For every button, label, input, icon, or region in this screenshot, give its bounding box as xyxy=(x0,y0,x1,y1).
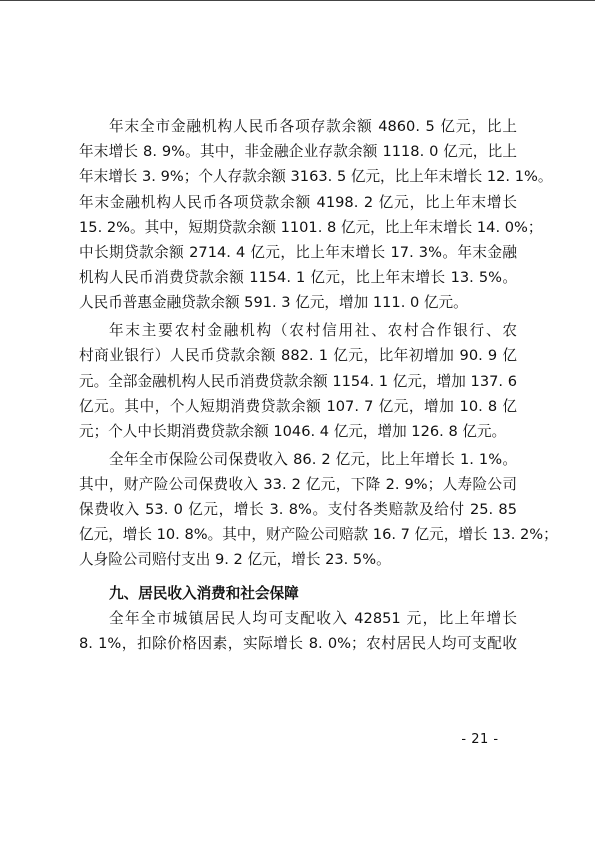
text-line: 元；个人中长期消费贷款余额 1046. 4 亿元，增加 126. 8 亿元。 xyxy=(79,422,507,440)
text-line: 年末金融机构人民币各项贷款余额 4198. 2 亿元，比上年末增长 xyxy=(79,193,517,211)
text-line: 全年全市城镇居民人均可支配收入 42851 元，比上年增长 xyxy=(109,609,517,627)
document-body xyxy=(79,114,558,656)
text-line: 年末增长 3. 9%；个人存款余额 3163. 5 亿元，比上年末增长 12. 1%。 xyxy=(79,168,553,186)
paragraph-rural-finance xyxy=(79,318,517,444)
paragraph-insurance xyxy=(79,447,558,573)
text-line: 8. 1%，扣除价格因素，实际增长 8. 0%；农村居民人均可支配收 xyxy=(79,635,517,653)
text-line: 年末全市金融机构人民币各项存款余额 4860. 5 亿元，比上 xyxy=(109,118,517,135)
paragraph-deposits-loans xyxy=(79,114,553,316)
paragraph-income xyxy=(79,606,517,656)
section-heading: 九、居民收入消费和社会保障 xyxy=(109,584,299,602)
text-line: 村商业银行）人民币贷款余额 882. 1 亿元，比年初增加 90. 9 亿 xyxy=(79,347,517,365)
text-line: 全年全市保险公司保费收入 86. 2 亿元，比上年增长 1. 1%。 xyxy=(109,450,517,468)
text-line: 人民币普惠金融贷款余额 591. 3 亿元，增加 111. 0 亿元。 xyxy=(79,294,468,312)
text-line: 亿元，增长 10. 8%。其中，财产险公司赔款 16. 7 亿元，增长 13. 2%； xyxy=(79,526,558,544)
text-line: 年末增长 8. 9%。其中，非金融企业存款余额 1118. 0 亿元，比上 xyxy=(79,143,517,161)
text-line: 年末主要农村金融机构（农村信用社、农村合作银行、农 xyxy=(109,322,517,340)
page-number: - 21 - xyxy=(461,732,499,747)
text-line: 机构人民币消费贷款余额 1154. 1 亿元，比上年末增长 13. 5%。 xyxy=(79,269,517,287)
text-line: 人身险公司赔付支出 9. 2 亿元，增长 23. 5%。 xyxy=(79,551,391,569)
text-line: 保费收入 53. 0 亿元，增长 3. 8%。支付各类赔款及给付 25. 85 xyxy=(79,501,517,519)
text-line: 中长期贷款余额 2714. 4 亿元，比上年末增长 17. 3%。年末金融 xyxy=(79,244,517,262)
text-line: 亿元。其中，个人短期消费贷款余额 107. 7 亿元，增加 10. 8 亿 xyxy=(79,397,517,415)
text-line: 元。全部金融机构人民币消费贷款余额 1154. 1 亿元，增加 137. 6 xyxy=(79,372,517,390)
text-line: 15. 2%。其中，短期贷款余额 1101. 8 亿元，比上年末增长 14. 0%； xyxy=(79,218,543,236)
top-border-line xyxy=(0,0,595,1)
text-line: 其中，财产险公司保费收入 33. 2 亿元，下降 2. 9%；人寿险公司 xyxy=(79,475,517,493)
